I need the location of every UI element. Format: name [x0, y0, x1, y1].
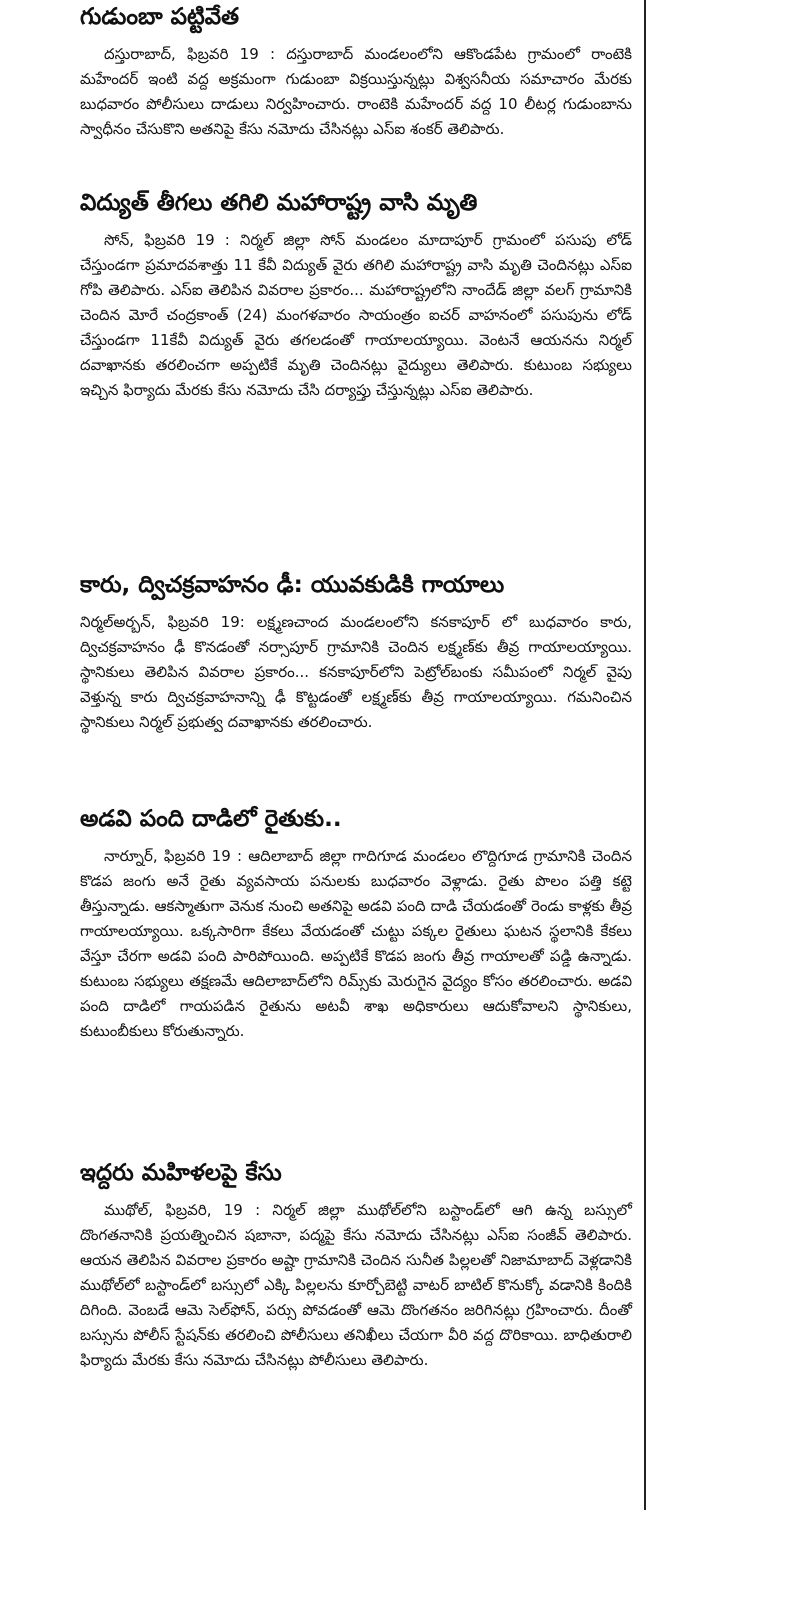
article-body-two-women: ముథోల్, ఫిబ్రవరి, 19 : నిర్మల్ జిల్లా ముథోల్‌లోని బస్టాండ్‌లో ఆగి ఉన్న బస్సులో దొంగతనానికి ప్రయత్నించిన షబానా, పద్మపై కేసు నమోదు చేసినట్లు ఎస్ఐ సంజీవ్ తెలిపారు. ఆయన తెలిపిన వివరాల ప్రకారం అష్టా గ్రామానికి చెందిన సునీత పిల్లలతో నిజామాబాద్ వెళ్లడానికి ముథోల్‌లో బస్టాండ్‌లో బస్సులో ఎక్కి పిల్లలను కూర్చోబెట్టి వాటర్ బాటిల్ కొనుక్కో వడానికి కిందికి దిగింది. వెంబడే ఆమె సెల్‌ఫోన్, పర్సు పోవడంతో ఆమె దొంగతనం జరిగినట్లు గ్రహించారు. దీంతో బస్సును పోలీస్ స్టేషన్‌కు తరలించి పోలీసులు తనిఖీలు చేయగా వీరి వద్ద దొరికాయి. బాధితురాలి ఫిర్యాదు మేరకు కేసు నమోదు చేసినట్లు పోలీసులు తెలిపారు.: [80, 1201, 632, 1369]
article-car-accident: [80, 568, 632, 735]
article-wild-boar: [80, 802, 632, 1044]
headline-two-women: ఇద్దరు మహిళలపై కేసు: [80, 1160, 282, 1186]
article-two-women: [80, 1156, 632, 1373]
article-electrocution: [80, 186, 632, 403]
article-body-wild-boar: నార్నూర్, ఫిబ్రవరి 19 : ఆదిలాబాద్ జిల్లా గాదిగూడ మండలం లొద్దిగూడ గ్రామానికి చెందిన కొడప జంగు అనే రైతు వ్యవసాయ పనులకు బుధవారం వెళ్లాడు. రైతు పొలం పత్తి కట్టె తీస్తున్నాడు. ఆకస్మాతుగా వెనుక నుంచి అతనిపై అడవి పంది దాడి చేయడంతో రెండు కాళ్లకు తీవ్ర గాయాలయ్యాయి. ఒక్కసారిగా కేకలు వేయడంతో చుట్టు పక్కల రైతులు ఘటన స్థలానికి కేకలు వేస్తూ చేరగా అడవి పంది పారిపోయింది. అప్పటికే కొడప జంగు తీవ్ర గాయాలతో పడ్డి ఉన్నాడు. కుటుంబ సభ్యులు తక్షణమే ఆదిలాబాద్‌లోని రిమ్స్‌కు మెరుగైన వైద్యం కోసం తరలించారు. అడవి పంది దాడిలో గాయపడిన రైతును అటవీ శాఖ అధికారులు ఆదుకోవాలని స్థానికులు, కుటుంబీకులు కోరుతున్నారు.: [80, 847, 632, 1040]
headline-wild-boar: అడవి పంది దాడిలో రైతుకు..: [80, 806, 342, 832]
column-divider: [644, 0, 646, 1510]
article-gudumba: [80, 0, 632, 142]
article-body-car-accident: నిర్మల్అర్బన్, ఫిబ్రవరి 19: లక్ష్మణచాంద మండలంలోని కనకాపూర్ లో బుధవారం కారు, ద్విచక్రవాహనం ఢీ కొనడంతో నర్సాపూర్ గ్రామానికి చెందిన లక్ష్మణ్‌కు తీవ్ర గాయాలయ్యాయి. స్థానికులు తెలిపిన వివరాల ప్రకారం... కనకాపూర్‌లోని పెట్రోల్‌బంకు సమీపంలో నిర్మల్ వైపు వెళ్తున్న కారు ద్విచక్రవాహనాన్ని ఢీ కొట్టడంతో లక్ష్మణ్‌కు తీవ్ర గాయాలయ్యాయి. గమనించిన స్థానికులు నిర్మల్ ప్రభుత్వ దవాఖానకు తరలించారు.: [80, 613, 632, 731]
headline-gudumba: గుడుంబా పట్టివేత: [80, 4, 240, 30]
headline-electrocution: విద్యుత్ తీగలు తగిలి మహారాష్ట్ర వాసి మృతి: [80, 190, 478, 216]
headline-car-accident: కారు, ద్విచక్రవాహనం ఢీ: యువకుడికి గాయాలు: [80, 572, 505, 598]
article-body-gudumba: దస్తురాబాద్, ఫిబ్రవరి 19 : దస్తురాబాద్ మండలంలోని ఆకొండపేట గ్రామంలో రాంటెకి మహేందర్ ఇంటి వద్ద అక్రమంగా గుడుంబా విక్రయిస్తున్నట్లు విశ్వసనీయ సమాచారం మేరకు బుధవారం పోలీసులు దాడులు నిర్వహించారు. రాంటెకి మహేందర్ వద్ద 10 లీటర్ల గుడుంబాను స్వాధీనం చేసుకొని అతనిపై కేసు నమోదు చేసినట్లు ఎస్ఐ శంకర్ తెలిపారు.: [80, 45, 632, 138]
article-body-electrocution: సోన్, ఫిబ్రవరి 19 : నిర్మల్ జిల్లా సోన్ మండలం మాదాపూర్ గ్రామంలో పసుపు లోడ్ చేస్తుండగా ప్రమాదవశాత్తు 11 కేవీ విద్యుత్ వైరు తగిలి మహారాష్ట్ర వాసి మృతి చెందినట్లు ఎస్ఐ గోపి తెలిపారు. ఎస్ఐ తెలిపిన వివరాల ప్రకారం... మహారాష్ట్రలోని నాందేడ్ జిల్లా వలగ్ గ్రామానికి చెందిన మోరే చంద్రకాంత్ (24) మంగళవారం సాయంత్రం ఐచర్ వాహనంలో పసుపును లోడ్ చేస్తుండగా 11కేవీ విద్యుత్ వైరు తగలడంతో గాయాలయ్యాయి. వెంటనే ఆయనను నిర్మల్ దవాఖానకు తరలించగా అప్పటికే మృతి చెందినట్లు వైద్యులు తెలిపారు. కుటుంబ సభ్యులు ఇచ్చిన ఫిర్యాదు మేరకు కేసు నమోదు చేసి దర్యాప్తు చేస్తున్నట్లు ఎస్ఐ తెలిపారు.: [80, 231, 632, 399]
